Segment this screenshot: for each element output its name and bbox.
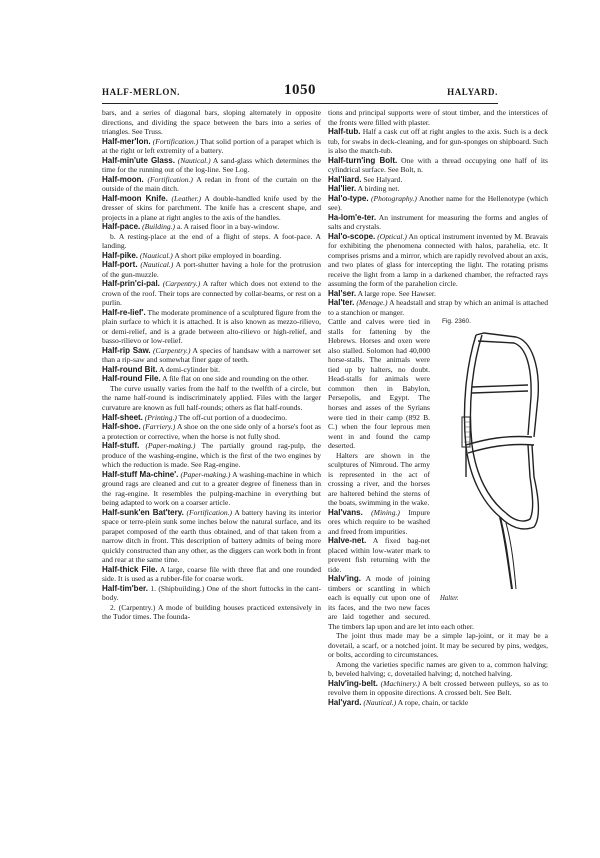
right-column (328, 108, 548, 707)
entry-headword: Half-round Bit. (102, 364, 158, 374)
dictionary-entry (328, 298, 548, 317)
dictionary-entry (102, 413, 321, 423)
entry-subject-label: (Leather.) (171, 193, 202, 203)
entry-definition: An instrument for measuring the forms and angles of salts and crystals. (328, 212, 548, 232)
entry-definition: That solid portion of a parapet which is at the right or left extremity of a battery. (102, 136, 321, 156)
dictionary-entry (102, 508, 321, 565)
entry-subject-label: (Nautical.) (140, 260, 174, 270)
entry-definition: Half a cask cut off at right angles to the axis. Such is a deck tub, for swabs in deck-cleaning, and for gun-sponges on shipboard. Such is also the match-tub. (328, 127, 548, 156)
entry-definition: A sand-glass which determines the time for the running out of the log-line. See Log. (102, 155, 321, 175)
entry-definition: tions and principal supports were of stout timber, and the interstices of the fronts were filled with plaster. (328, 108, 548, 127)
entry-headword: Hal'vans. (328, 507, 363, 517)
entry-subject-label: (Menage.) (356, 298, 388, 308)
entry-definition: A port-shutter having a hole for the protrusion of the gun-muzzle. (102, 260, 321, 279)
entry-subject-label: (Nautical.) (177, 155, 211, 165)
dictionary-entry (102, 374, 321, 384)
entry-subject-label: (Carpentry.) (162, 279, 201, 289)
right-column-wrap-text: Cattle and calves were tied in stalls for fattening by the Hebrews. Horses and oxen were also stalled. Solomon had 40,000 horse-stalls. The animals were tied up by halters, no doubt. Head-stalls for animals were common then in Babylon, Persepolis, and Egypt. The horses and asses of the Syrians were tied in their camp (892 B. C.) when the four leprous men went in and found the camp deserted. (328, 317, 430, 451)
entry-definition: See Halyard. (363, 174, 403, 184)
entry-definition: A short pike employed in boarding. (174, 250, 282, 260)
dictionary-entry (328, 194, 548, 213)
dictionary-entry (102, 441, 321, 470)
dictionary-entry (102, 422, 321, 441)
entry-definition: The joint thus made may be a simple lap-joint, or it may be a dovetail, a scarf, or a notched joint. It may be secured by pins, wedges, or bolts, according to circumstances. (328, 631, 548, 660)
dictionary-entry (102, 470, 321, 508)
dictionary-entry (328, 213, 548, 232)
header-right-guide-word: HALYARD. (447, 87, 498, 97)
entry-definition: The curve usually varies from the half to the twelfth of a circle, but the name half-round is indiscriminately applied. Files with the larger curvature are known as full half-rounds; others as flat half-rounds. (102, 383, 321, 412)
entry-subject-label: (Paper-making.) (145, 441, 196, 451)
figure-caption: Halter. (440, 594, 459, 602)
dictionary-entry (328, 679, 548, 698)
entry-definition: Halters are shown in the sculptures of Nimroud. The army is represented in the act of crossing a river, and the horses are haltered behind the sterns of the boats, swimming in the wake. (328, 450, 430, 508)
dictionary-entry (102, 175, 321, 194)
entry-definition: 2. (Carpentry.) A mode of building houses practiced extensively in the Tudor times. The founda- (102, 602, 321, 622)
entry-headword: Half-tim'ber. (102, 583, 148, 593)
entry-subject-label: (Farriery.) (142, 422, 176, 432)
entry-headword: Hal'ter. (328, 298, 355, 308)
entry-subject-label: (Optical.) (377, 231, 407, 241)
entry-definition: A fixed bag-net placed within low-water mark to prevent fish returning with the tide. (328, 536, 430, 574)
dictionary-entry (328, 175, 548, 185)
entry-headword: Hal'lier. (328, 184, 357, 194)
entry-headword: Hal'ser. (328, 288, 357, 298)
dictionary-entry (102, 194, 321, 223)
entry-definition: A battery having its interior space or terre-plein sunk some inches below the natural surface, and its parapet composed of the earth thus obtained, and of that taken from a narrow ditch in front. This description of battery admits of being more quickly constructed than any other, as the diggers can work both in front and rear at the same time. (102, 507, 321, 565)
figure-label: Fig. 2360. (442, 318, 471, 326)
entry-definition: A headstall and strap by which an animal is attached to a stanchion or manger. (328, 298, 548, 317)
dictionary-entry (102, 279, 321, 308)
entry-headword: Half-shoe. (102, 422, 141, 432)
entry-definition: Another name for the Hellenotype (which see). (328, 193, 548, 213)
dictionary-entry (328, 631, 548, 660)
dictionary-entry (102, 156, 321, 175)
entry-definition: A large, coarse file with three flat and one rounded side. It is used as a rubber-file for coarse work. (102, 564, 321, 584)
entry-definition: A large rope. See Hawser. (357, 288, 436, 298)
entry-definition: 1. (Shipbuilding.) One of the short futtocks in the cant-body. (102, 583, 321, 603)
dictionary-entry (328, 184, 548, 194)
entry-subject-label: (Machinery.) (380, 678, 420, 688)
dictionary-entry (102, 137, 321, 156)
entry-definition: A mode of joining timbers or scantling in which each is equally cut upon one of its faces, and the two new faces are laid together and secured. The timbers lap upon and are let into each other. (328, 574, 474, 631)
dictionary-entry (102, 260, 321, 279)
entry-definition: An optical instrument invented by M. Bravais for exhibiting the phenomena connected with halos, parahelia, etc. It comprises prisms and a mirror, which are rapidly revolved about an axis, and two plates of glass for intercepting the light. The rotating prisms receive the light from a lamp in a darkened chamber, the refracted rays assuming the form of the parahelion circle. (328, 231, 548, 289)
entry-definition: Impure ores which require to be washed and freed from impurities. (328, 507, 431, 536)
entry-definition: bars, and a series of diagonal bars, sloping alternately in opposite directions, and dividing the space between the bars into a series of triangles. See Truss. (102, 108, 321, 137)
entry-headword: Half-re-lief'. (102, 307, 146, 317)
dictionary-entry (102, 222, 321, 232)
dictionary-entry (102, 384, 321, 413)
entry-headword: Half-round File. (102, 374, 161, 384)
entry-definition: A belt crossed between pulleys, so as to revolve them in opposite directions. A crossed belt. See Belt. (328, 678, 549, 698)
entry-headword: Hal'o-type. (328, 193, 369, 203)
dictionary-entry (328, 108, 548, 127)
dictionary-entry (102, 108, 321, 137)
header-left-guide-word: HALF-MERLON. (102, 87, 180, 97)
right-column-top-entries (328, 108, 548, 317)
entry-definition: The off-cut portion of a duodecimo. (178, 412, 288, 422)
entry-definition: A birding net. (357, 184, 400, 194)
entry-definition: One with a thread occupying one half of its cylindrical surface. See Bolt, n. (328, 155, 548, 175)
entry-subject-label: (Nautical.) (363, 697, 397, 707)
entry-definition: A washing-machine in which ground rags are cleaned and cut to a greater degree of fineness than in the rag-engine. It resembles the pulping-machine in everything but being adapted to work on a coarser article. (102, 469, 321, 508)
dictionary-entry (102, 232, 321, 251)
entry-definition: The partially ground rag-pulp, the produce of the washing-engine, which is the first of the two engines by which the reduction is made. See Rag-engine. (102, 441, 321, 470)
header-rule (102, 103, 498, 104)
entry-headword: Half-turn'ing Bolt. (328, 155, 398, 165)
entry-headword: Half-prin'ci-pal. (102, 279, 160, 289)
entry-headword: Half-stuff Ma-chine'. (102, 469, 179, 479)
dictionary-entry (328, 289, 548, 299)
entry-headword: Half-port. (102, 260, 138, 270)
entry-headword: Half-moon Knife. (102, 193, 168, 203)
entry-subject-label: (Fortification.) (186, 507, 233, 517)
entry-headword: Hal'yard. (328, 697, 362, 707)
entry-headword: Half-thick File. (102, 564, 158, 574)
dictionary-entry (102, 251, 321, 261)
halter-engraving-icon (436, 327, 548, 597)
entry-subject-label: (Carpentry.) (153, 345, 191, 355)
entry-headword: Half-pike. (102, 250, 139, 260)
halter-figure (436, 317, 548, 615)
dictionary-entry (102, 603, 321, 622)
dictionary-entry (102, 365, 321, 375)
entry-headword: Half-sheet. (102, 412, 143, 422)
entry-headword: Half-rip Saw. (102, 345, 151, 355)
entry-subject-label: (Printing.) (144, 412, 177, 422)
dictionary-entry (328, 232, 548, 289)
entry-headword: Half-sunk'en Bat'tery. (102, 507, 184, 517)
entry-headword: Half-pace. (102, 222, 141, 232)
dictionary-entry (102, 308, 321, 346)
left-column (102, 108, 321, 622)
entry-headword: Half-stuff. (102, 441, 140, 451)
entry-headword: Half-moon. (102, 174, 144, 184)
entry-subject-label: (Paper-making.) (180, 469, 231, 479)
entry-headword: Halv'ing-belt. (328, 678, 378, 688)
entry-definition: The moderate prominence of a sculptured figure from the plain surface to which it is attached. It is also known as mezzo-rilievo, or demi-relief, and is a grade between alto-rilievo or high-relief, and basso-rilievo or low-relief. (102, 307, 321, 346)
entry-definition: A file flat on one side and rounding on the other. (162, 374, 309, 384)
entry-definition: A rope, chain, or tackle (397, 697, 469, 707)
entry-headword: Halv'ing. (328, 574, 362, 584)
dictionary-entry (328, 660, 548, 679)
entry-definition: A rafter which does not extend to the crown of the roof. Their tops are connected by collar-beams, or rest on a purlin. (102, 279, 321, 308)
entry-definition: A redan in front of the curtain on the outside of the main ditch. (102, 174, 322, 194)
entry-definition: A double-handled knife used by the dresser of skins for parchment. The knife has a crescent shape, and projects in a plane at right angles to the axis of the handles. (102, 193, 321, 222)
entry-subject-label: (Photography.) (371, 193, 417, 203)
entry-definition: A shoe on the one side only of a horse's foot as a protection or corrective, when the horse is not fully shod. (102, 422, 321, 441)
dictionary-entry (328, 127, 548, 156)
entry-definition: b. A resting-place at the end of a flight of steps. A foot-pace. A landing. (102, 231, 321, 251)
entry-headword: Hal'liard. (328, 174, 362, 184)
entry-definition: A species of handsaw with a narrower set than a rip-saw and somewhat finer gage of teeth. (102, 345, 321, 365)
entry-headword: Ha-lom'e-ter. (328, 212, 377, 222)
entry-subject-label: (Building.) (142, 222, 176, 232)
dictionary-entry (102, 584, 321, 603)
entry-definition: a. A raised floor in a bay-window. (176, 222, 280, 232)
entry-headword: Halve-net. (328, 536, 367, 546)
dictionary-entry (328, 698, 548, 708)
entry-subject-label: (Fortification.) (147, 174, 193, 184)
entry-subject-label: (Fortification.) (152, 136, 199, 146)
entry-headword: Hal'o-scope. (328, 231, 376, 241)
entry-subject-label: (Nautical.) (139, 250, 173, 260)
entry-definition: Among the varieties specific names are given to a, common halving; b, beveled halving; c, dovetailed halving; d, notched halving. (328, 659, 548, 679)
entry-headword: Half-tub. (328, 127, 361, 137)
dictionary-entry (102, 346, 321, 365)
entry-definition: A demi-cylinder bit. (159, 364, 221, 374)
running-header (102, 82, 498, 101)
entry-headword: Half-min'ute Glass. (102, 155, 175, 165)
dictionary-entry (102, 565, 321, 584)
page-number: 1050 (284, 82, 316, 98)
entry-headword: Half-mer'lon. (102, 136, 151, 146)
dictionary-entry (328, 156, 548, 175)
entry-subject-label: (Mining.) (371, 507, 400, 517)
